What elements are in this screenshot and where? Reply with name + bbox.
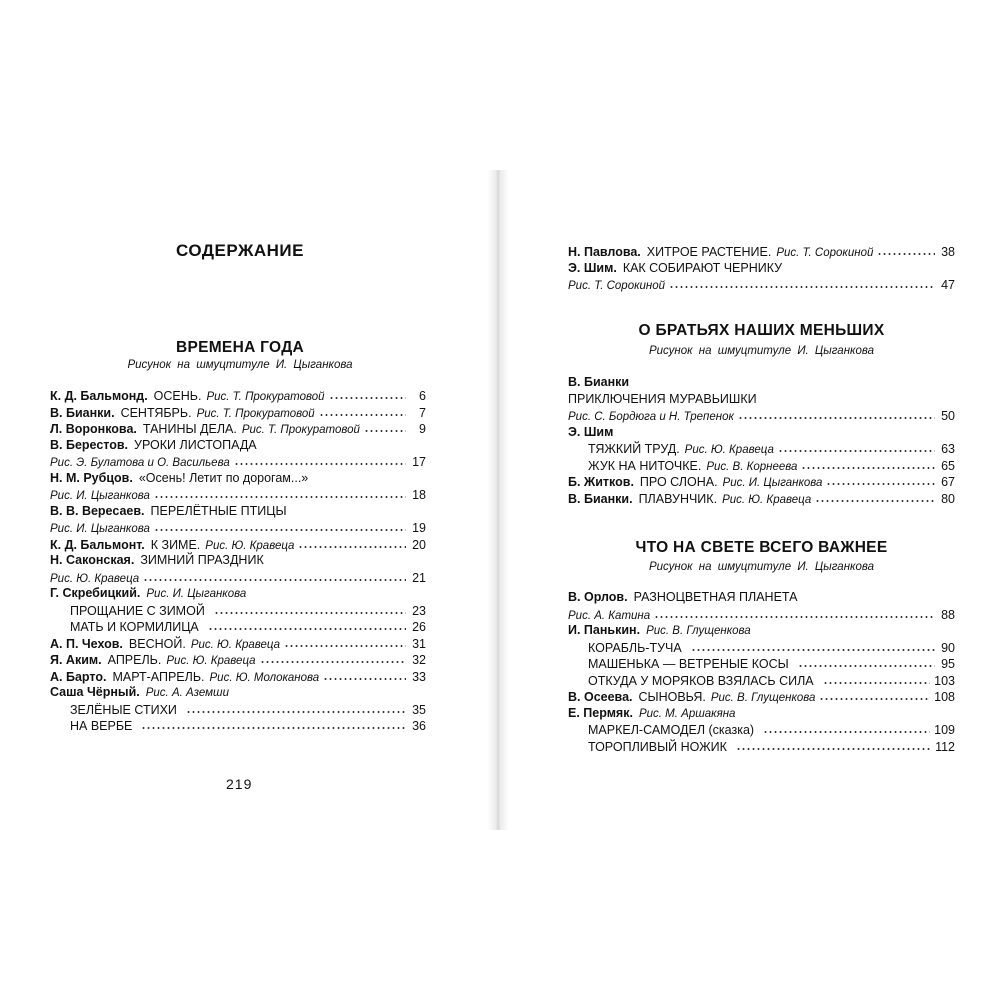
toc-story-title: ТЯЖКИЙ ТРУД.	[588, 442, 680, 456]
toc-page-number: 103	[934, 673, 955, 688]
toc-leader-dots	[143, 570, 406, 582]
toc-page-number: 20	[412, 537, 426, 552]
toc-entry	[50, 702, 426, 719]
toc-page-number: 7	[419, 405, 426, 420]
section-subtitle-animals: Рисунок на шмуцтитуле И. Цыганкова	[648, 345, 874, 357]
toc-page-number: 6	[419, 389, 426, 403]
toc-story-title: ХИТРОЕ РАСТЕНИЕ.	[646, 245, 772, 259]
toc-page-number: 63	[941, 442, 955, 456]
toc-leader-dots	[763, 722, 930, 734]
page-number: 219	[226, 776, 253, 792]
toc-illustrator: Рис. А. Катина	[568, 609, 651, 622]
toc-leader-dots	[801, 458, 935, 470]
toc-author: Л. Воронкова.	[50, 422, 137, 436]
toc-illustrator: Рис. Т. Сорокиной	[568, 280, 666, 292]
toc-entry	[568, 656, 955, 673]
toc-author: В. Орлов.	[568, 590, 628, 604]
toc-entry	[50, 388, 426, 405]
toc-author: В. Осеева.	[568, 690, 633, 704]
toc-leader-dots	[654, 607, 935, 619]
toc-illustrator: Рис. Ю. Кравеца	[684, 444, 774, 456]
toc-story-title: ВЕСНОЙ.	[128, 636, 186, 651]
toc-page-number: 31	[412, 636, 426, 651]
toc-entry	[568, 392, 955, 409]
toc-page-number: 80	[941, 491, 955, 506]
toc-leader-dots	[691, 640, 935, 652]
toc-story-title: ТОРОПЛИВЫЙ НОЖИК	[588, 739, 727, 754]
toc-illustrator: Рис. Т. Прокуратовой	[241, 424, 360, 436]
toc-author: Э. Шим.	[568, 260, 617, 275]
toc-entry	[50, 603, 426, 620]
toc-illustrator: Рис. В. Глущенкова	[710, 692, 816, 704]
toc-page-number: 21	[412, 570, 426, 585]
toc-leader-dots	[186, 702, 406, 714]
toc-author: Н. М. Рубцов.	[50, 470, 133, 485]
toc-list-animals	[568, 375, 955, 507]
toc-page-number: 38	[941, 245, 955, 259]
toc-entry	[568, 673, 955, 690]
toc-leader-dots	[234, 454, 406, 466]
section-title-important: ЧТО НА СВЕТЕ ВСЕГО ВАЖНЕЕ	[635, 539, 888, 556]
toc-page-number: 23	[412, 603, 426, 618]
toc-illustrator: Рис. В. Корнеева	[706, 460, 798, 473]
toc-illustrator: Рис. Т. Прокуратовой	[206, 391, 325, 403]
toc-story-title: ЖУК НА НИТОЧКЕ.	[588, 458, 702, 473]
left-page	[0, 0, 490, 1000]
toc-illustrator: Рис. Э. Булатова и О. Васильева	[50, 457, 230, 469]
toc-entry	[568, 491, 955, 508]
toc-illustrator: Рис. Ю. Молоканова	[209, 671, 320, 684]
toc-entry	[568, 739, 955, 756]
toc-author: Н. Саконская.	[50, 553, 135, 567]
toc-entry	[568, 408, 955, 425]
toc-story-title: МАТЬ И КОРМИЛИЦА	[70, 620, 199, 634]
toc-illustrator: Рис. Ю. Кравеца	[166, 655, 256, 667]
toc-entry	[50, 487, 426, 504]
toc-story-title: ОТКУДА У МОРЯКОВ ВЗЯЛАСЬ СИЛА	[588, 673, 814, 688]
toc-story-title: СЕНТЯБРЬ.	[120, 405, 192, 420]
toc-page-number: 36	[412, 719, 426, 733]
toc-author: Э. Шим	[568, 424, 614, 439]
toc-entry	[568, 623, 955, 640]
toc-entry	[50, 504, 426, 521]
toc-illustrator: Рис. И. Цыганкова	[50, 490, 150, 502]
toc-page-number: 9	[419, 422, 426, 436]
toc-author: К. Д. Бальмонд.	[50, 389, 148, 403]
section-title-seasons: ВРЕМЕНА ГОДА	[175, 339, 305, 356]
toc-entry	[50, 537, 426, 554]
toc-author: В. В. Вересаев.	[50, 503, 145, 518]
toc-story-title: К ЗИМЕ.	[150, 537, 201, 552]
toc-story-title: ПЕРЕЛЁТНЫЕ ПТИЦЫ	[150, 503, 287, 518]
toc-illustrator: Рис. И. Цыганкова	[722, 477, 823, 489]
toc-story-title: КОРАБЛЬ-ТУЧА	[588, 640, 682, 655]
toc-entry	[50, 636, 426, 653]
toc-illustrator: Рис. М. Аршакяна	[638, 707, 736, 720]
toc-illustrator: Рис. А. Аземши	[145, 687, 229, 699]
toc-entry	[568, 706, 955, 723]
toc-author: Саша Чёрный.	[50, 685, 140, 699]
toc-entry	[568, 640, 955, 657]
toc-story-title: «Осень! Летит по дорогам...»	[138, 470, 309, 485]
toc-entry	[50, 570, 426, 587]
toc-author: И. Панькин.	[568, 623, 641, 637]
toc-leader-dots	[815, 491, 935, 503]
toc-story-title: ТАНИНЫ ДЕЛА.	[142, 422, 237, 436]
toc-story-title: МАШЕНЬКА — ВЕТРЕНЫЕ КОСЫ	[588, 657, 789, 671]
toc-entry	[50, 405, 426, 422]
toc-leader-dots	[819, 689, 930, 701]
toc-leader-dots	[669, 277, 935, 289]
toc-entry	[50, 520, 426, 537]
toc-list-continued	[568, 244, 955, 294]
toc-story-title: ПРОЩАНИЕ С ЗИМОЙ	[70, 603, 205, 618]
toc-leader-dots	[154, 520, 406, 532]
toc-story-title: ЗИМНИЙ ПРАЗДНИК	[140, 553, 264, 567]
toc-page-number: 47	[941, 278, 955, 292]
toc-leader-dots	[154, 487, 406, 499]
toc-illustrator: Рис. Ю. Кравеца	[205, 539, 295, 552]
section-subtitle-important: Рисунок на шмуцтитуле И. Цыганкова	[648, 561, 874, 573]
toc-leader-dots	[736, 739, 931, 751]
toc-page-number: 88	[941, 607, 955, 622]
toc-leader-dots	[260, 652, 406, 664]
toc-list-seasons	[50, 388, 426, 735]
toc-story-title: ПРИКЛЮЧЕНИЯ МУРАВЬИШКИ	[568, 391, 757, 406]
toc-leader-dots	[798, 656, 935, 668]
toc-entry	[568, 244, 955, 261]
toc-entry	[568, 689, 955, 706]
toc-leader-dots	[738, 408, 935, 420]
toc-illustrator: Рис. Т. Прокуратовой	[196, 407, 315, 420]
toc-author: Г. Скребицкий.	[50, 586, 141, 600]
toc-author: Я. Аким.	[50, 653, 102, 667]
toc-illustrator: Рис. С. Бордюга и Н. Трепенок	[568, 411, 734, 423]
toc-entry	[50, 652, 426, 669]
toc-entry	[50, 619, 426, 636]
toc-entry	[50, 421, 426, 438]
toc-story-title: ПРО СЛОНА.	[639, 475, 718, 489]
toc-story-title: МАРКЕЛ-САМОДЕЛ (сказка)	[588, 723, 755, 737]
toc-author: В. Бианки	[568, 375, 630, 389]
toc-page-number: 35	[412, 702, 426, 717]
toc-illustrator: Рис. Ю. Кравеца	[190, 638, 281, 651]
toc-illustrator: Рис. И. Цыганкова	[146, 588, 247, 600]
toc-page-number: 112	[935, 739, 955, 754]
toc-leader-dots	[298, 537, 406, 549]
toc-author: В. Бианки.	[568, 491, 633, 506]
toc-page-number: 26	[412, 620, 426, 634]
toc-entry	[568, 261, 955, 278]
toc-author: В. Берестов.	[50, 437, 129, 452]
toc-illustrator: Рис. Т. Сорокиной	[776, 247, 874, 259]
toc-leader-dots	[364, 421, 406, 433]
toc-entry	[50, 454, 426, 471]
toc-entry	[568, 722, 955, 739]
section-subtitle-seasons: Рисунок на шмуцтитуле И. Цыганкова	[127, 359, 353, 371]
toc-author: Е. Пермяк.	[568, 705, 633, 720]
toc-author: А. Барто.	[50, 669, 107, 684]
toc-leader-dots	[141, 718, 406, 730]
toc-entry	[50, 718, 426, 735]
toc-entry	[50, 586, 426, 603]
toc-story-title: ЗЕЛЁНЫЕ СТИХИ	[70, 702, 177, 717]
toc-page-number: 19	[412, 521, 426, 535]
toc-page-number: 17	[412, 455, 426, 469]
toc-illustrator: Рис. И. Цыганкова	[50, 523, 150, 535]
toc-entry	[50, 669, 426, 686]
toc-author: А. П. Чехов.	[50, 636, 123, 651]
toc-story-title: РАЗНОЦВЕТНАЯ ПЛАНЕТА	[633, 590, 798, 604]
toc-leader-dots	[319, 405, 406, 417]
toc-entry	[568, 607, 955, 624]
toc-entry	[568, 375, 955, 392]
toc-entry	[50, 471, 426, 488]
toc-author: К. Д. Бальмонт.	[50, 537, 145, 552]
toc-story-title: ПЛАВУНЧИК.	[638, 491, 718, 506]
toc-entry	[568, 277, 955, 294]
page-title: СОДЕРЖАНИЕ	[176, 241, 304, 260]
toc-page-number: 109	[934, 723, 955, 737]
toc-illustrator: Рис. Ю. Кравеца	[722, 493, 812, 506]
right-page	[505, 0, 1000, 1000]
toc-leader-dots	[826, 474, 935, 486]
toc-page-number: 33	[412, 669, 426, 684]
toc-story-title: СЫНОВЬЯ.	[638, 690, 706, 704]
toc-leader-dots	[778, 441, 935, 453]
toc-entry	[568, 425, 955, 442]
toc-list-important	[568, 590, 955, 755]
toc-page-number: 65	[941, 458, 955, 473]
toc-page-number: 90	[941, 640, 955, 655]
toc-leader-dots	[877, 244, 935, 256]
toc-leader-dots	[208, 619, 406, 631]
toc-story-title: НА ВЕРБЕ	[70, 719, 133, 733]
toc-illustrator: Рис. В. Глущенкова	[646, 625, 751, 637]
section-title-animals: О БРАТЬЯХ НАШИХ МЕНЬШИХ	[638, 322, 885, 339]
toc-author: Н. Павлова.	[568, 245, 641, 259]
toc-story-title: УРОКИ ЛИСТОПАДА	[134, 437, 257, 452]
toc-leader-dots	[823, 673, 931, 685]
toc-entry	[568, 590, 955, 607]
toc-page-number: 67	[941, 475, 955, 489]
toc-entry	[50, 438, 426, 455]
toc-page-number: 95	[941, 657, 955, 671]
toc-entry	[568, 458, 955, 475]
toc-entry	[568, 474, 955, 491]
toc-author: В. Бианки.	[50, 405, 115, 420]
toc-page-number: 108	[934, 690, 955, 704]
toc-entry	[50, 553, 426, 570]
toc-page-number: 32	[412, 653, 426, 667]
toc-leader-dots	[323, 669, 406, 681]
toc-entry	[50, 685, 426, 702]
toc-page-number: 50	[941, 409, 955, 423]
toc-entry	[568, 441, 955, 458]
toc-author: Б. Житков.	[568, 475, 634, 489]
toc-story-title: ОСЕНЬ.	[153, 389, 202, 403]
toc-story-title: МАРТ-АПРЕЛЬ.	[112, 669, 205, 684]
toc-leader-dots	[214, 603, 406, 615]
toc-leader-dots	[284, 636, 406, 648]
toc-leader-dots	[329, 388, 406, 400]
toc-illustrator: Рис. Ю. Кравеца	[50, 572, 140, 585]
toc-story-title: КАК СОБИРАЮТ ЧЕРНИКУ	[622, 260, 783, 275]
toc-page-number: 18	[412, 488, 426, 502]
toc-story-title: АПРЕЛЬ.	[107, 653, 162, 667]
